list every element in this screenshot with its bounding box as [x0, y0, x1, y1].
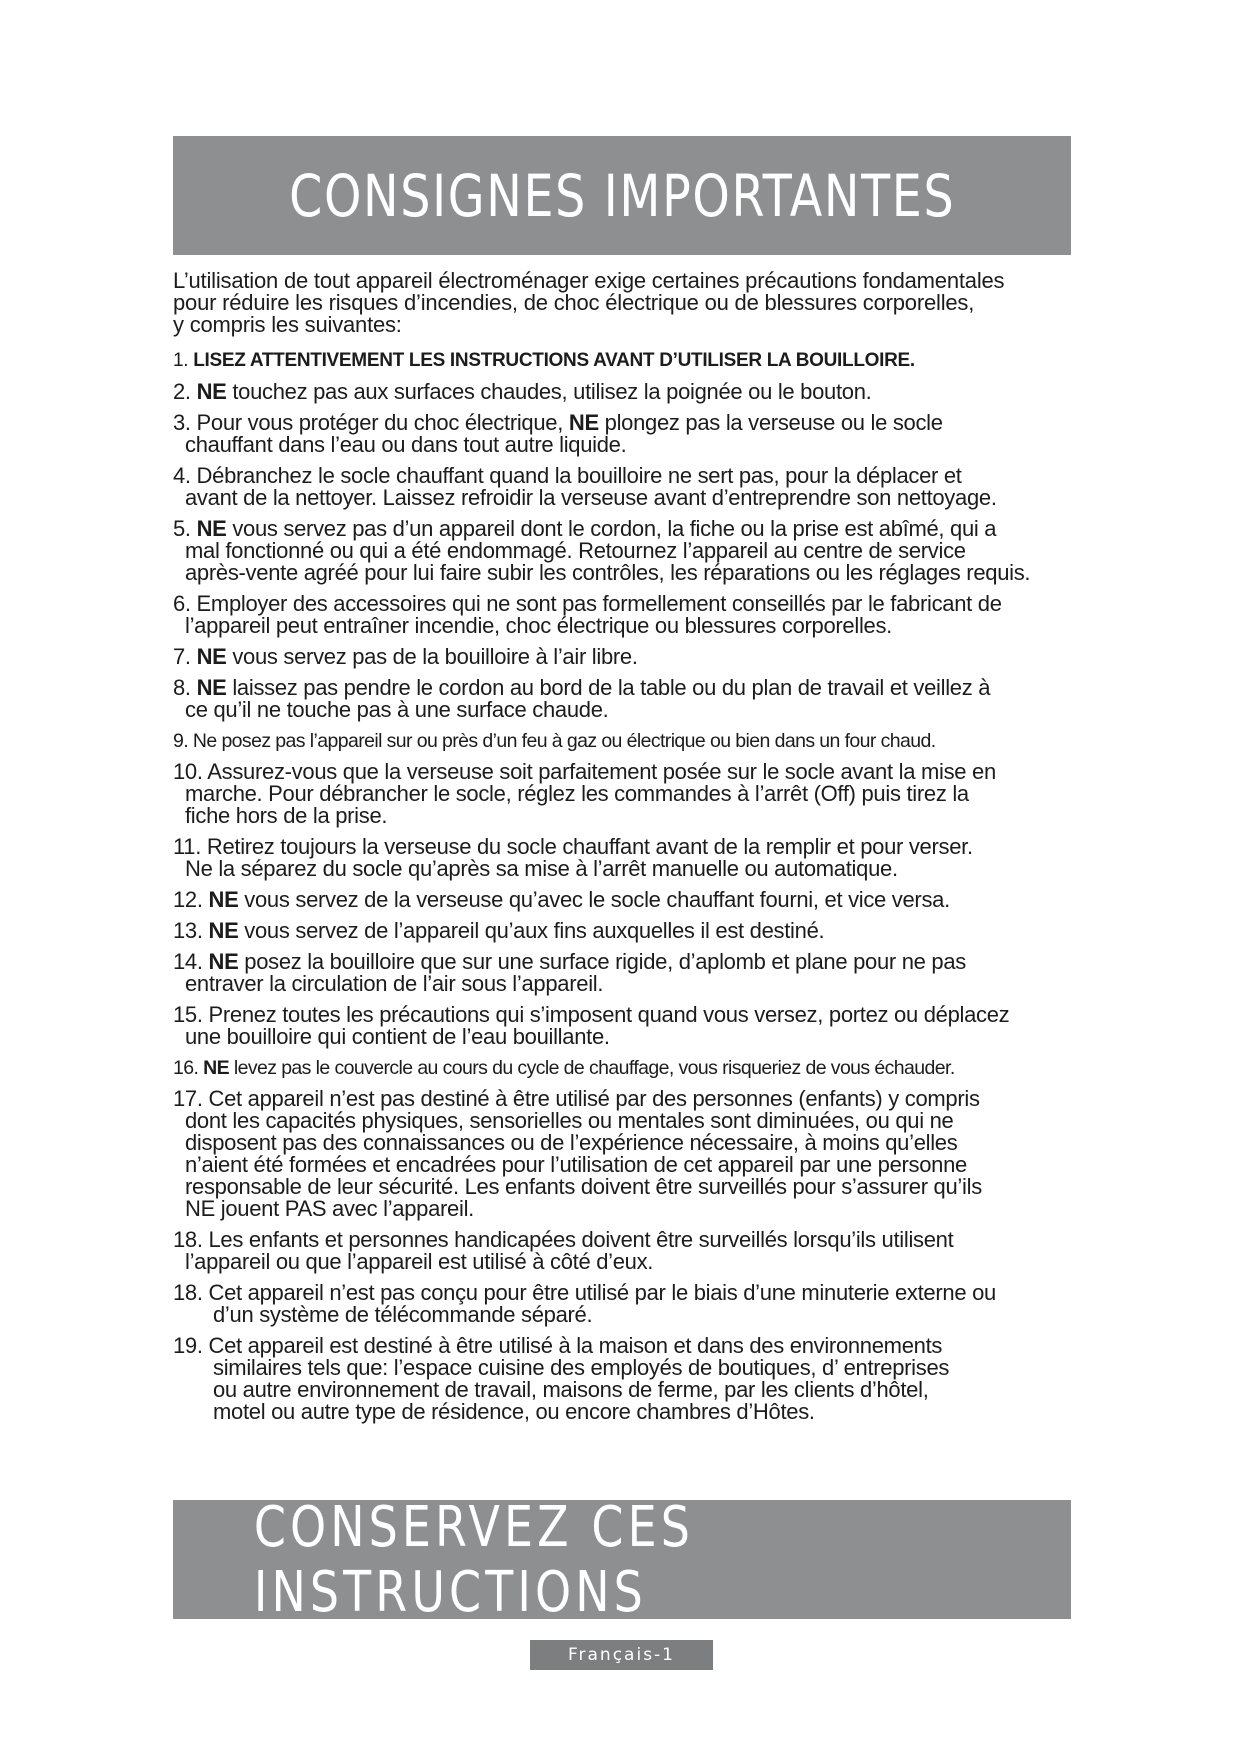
list-item-number: 11.: [173, 834, 202, 859]
page-title: CONSIGNES IMPORTANTES: [288, 161, 956, 230]
list-item-first-line: [173, 889, 1073, 911]
intro-line: y compris les suivantes:: [173, 312, 402, 337]
list-item: [173, 412, 1073, 456]
list-item-continuation: fiche hors de la prise.: [185, 803, 388, 828]
list-item-text: Employer des accessoires qui ne sont pas formellement conseillés par le fabricant de: [190, 591, 1002, 616]
list-item-text: vous servez de l’appareil qu’aux fins auxquelles il est destiné.: [238, 918, 825, 943]
list-item-first-line: [173, 677, 1073, 699]
list-item-number: 8.: [173, 675, 191, 700]
list-item-text: plongez pas la verseuse ou le socle: [598, 410, 943, 435]
list-item-number: 13.: [173, 918, 203, 943]
list-item-continuation: disposent pas des connaissances ou de l’expérience nécessaire, à moins qu’elles: [185, 1130, 958, 1155]
list-item: [173, 1229, 1073, 1273]
list-item-first-line: [173, 836, 1073, 858]
footer-title: CONSERVEZ CES INSTRUCTIONS: [253, 1494, 694, 1625]
list-item-text: Assurez-vous que la verseuse soit parfaitement posée sur le socle avant la mise en: [202, 759, 996, 784]
list-item-text: Ne posez pas l’appareil sur ou près d’un feu à gaz ou électrique ou bien dans un four chaud.: [188, 730, 936, 752]
list-item-number: 4.: [173, 463, 191, 488]
list-item: [173, 593, 1073, 637]
list-item-continuation: NE jouent PAS avec l’appareil.: [185, 1196, 474, 1221]
list-item-text: Cet appareil n’est pas conçu pour être utilisé par le biais d’une minuterie externe ou: [202, 1280, 996, 1305]
list-item-number: 5.: [173, 516, 191, 541]
list-item-first-line: [173, 412, 1073, 434]
list-item-continuation: ou autre environnement de travail, maisons de ferme, par les clients d’hôtel,: [213, 1377, 929, 1402]
list-item-first-line: [173, 1335, 1073, 1357]
header-banner: [173, 136, 1071, 255]
list-item-first-line: [173, 920, 1073, 942]
list-item: [173, 350, 1073, 372]
list-item-emphasis: NE: [196, 379, 227, 404]
list-item-number: 10.: [173, 759, 203, 784]
list-item-text: Les enfants et personnes handicapées doivent être surveillés lorsqu’ils utilisent: [202, 1227, 954, 1252]
list-item-emphasis: NE: [208, 918, 239, 943]
list-item-first-line: [173, 350, 1073, 372]
intro-paragraph: [173, 270, 1073, 336]
list-item-continuation: marche. Pour débrancher le socle, réglez les commandes à l’arrêt (Off) puis tirez la: [185, 781, 969, 806]
list-item-number: 12.: [173, 887, 203, 912]
list-item-first-line: [173, 730, 1073, 752]
list-item-text: vous servez de la verseuse qu’avec le socle chauffant fourni, et vice versa.: [238, 887, 950, 912]
page-number-tab: [530, 1640, 713, 1670]
list-item-number: 18.: [173, 1280, 203, 1305]
list-item-first-line: [173, 951, 1073, 973]
list-item-continuation: avant de la nettoyer. Laissez refroidir la verseuse avant d’entreprendre son nettoyage.: [185, 485, 997, 510]
list-item-number: 15.: [173, 1002, 203, 1027]
list-item: [173, 1057, 1073, 1079]
list-item-continuation: dont les capacités physiques, sensorielles ou mentales sont diminuées, ou qui ne: [185, 1108, 954, 1133]
list-item: [173, 1004, 1073, 1048]
list-item-number: 17.: [173, 1086, 203, 1111]
list-item-first-line: [173, 1057, 1073, 1079]
list-item-text: vous servez pas de la bouilloire à l’air libre.: [226, 644, 638, 669]
list-item-emphasis: NE: [196, 675, 227, 700]
list-item-first-line: [173, 646, 1073, 668]
list-item-first-line: [173, 1229, 1073, 1251]
list-item-emphasis: NE: [208, 887, 239, 912]
list-item: [173, 677, 1073, 721]
list-item: [173, 951, 1073, 995]
list-item-number: 6.: [173, 591, 191, 616]
page-label: Français-1: [567, 1645, 676, 1665]
list-item-first-line: [173, 593, 1073, 615]
list-item-first-line: [173, 381, 1073, 403]
list-item-number: 9.: [173, 730, 189, 752]
list-item-text: Retirez toujours la verseuse du socle chauffant avant de la remplir et pour verser.: [201, 834, 973, 859]
list-item-continuation: ce qu’il ne touche pas à une surface chaude.: [185, 697, 609, 722]
list-item: [173, 646, 1073, 668]
list-item-continuation: une bouilloire qui contient de l’eau bouillante.: [185, 1024, 610, 1049]
list-item-emphasis: NE: [208, 949, 239, 974]
list-item: [173, 920, 1073, 942]
list-item-number: 3.: [173, 410, 191, 435]
list-item-emphasis: NE: [196, 644, 227, 669]
list-item-continuation: mal fonctionné ou qui a été endommagé. Retournez l’appareil au centre de service: [185, 538, 966, 563]
list-item-text: Cet appareil n’est pas destiné à être utilisé par des personnes (enfants) y compris: [202, 1086, 980, 1111]
intro-line: L’utilisation de tout appareil électroménager exige certaines précautions fondamentales: [173, 268, 1005, 293]
list-item-text: laissez pas pendre le cordon au bord de la table ou du plan de travail et veillez à: [226, 675, 991, 700]
list-item-text: Prenez toutes les précautions qui s’imposent quand vous versez, portez ou déplacez: [202, 1002, 1010, 1027]
safety-list: [173, 350, 1073, 1432]
list-item-continuation: d’un système de télécommande séparé.: [213, 1302, 593, 1327]
list-item-text: levez pas le couvercle au cours du cycle de chauffage, vous risqueriez de vous échauder.: [229, 1057, 955, 1079]
footer-banner: [173, 1494, 1071, 1625]
list-item-continuation: l’appareil peut entraîner incendie, choc électrique ou blessures corporelles.: [185, 613, 892, 638]
list-item: [173, 465, 1073, 509]
list-item-first-line: [173, 1004, 1073, 1026]
list-item-first-line: [173, 1088, 1073, 1110]
list-item-continuation: motel ou autre type de résidence, ou encore chambres d’Hôtes.: [213, 1399, 815, 1424]
list-item-first-line: [173, 761, 1073, 783]
list-item-text: Pour vous protéger du choc électrique,: [190, 410, 569, 435]
list-item: [173, 836, 1073, 880]
list-item-continuation: entraver la circulation de l’air sous l’appareil.: [185, 971, 604, 996]
list-item: [173, 889, 1073, 911]
list-item-number: 19.: [173, 1333, 203, 1358]
list-item-text: vous servez pas d’un appareil dont le cordon, la fiche ou la prise est abîmé, qui a: [226, 516, 997, 541]
list-item-continuation: chauffant dans l’eau ou dans tout autre liquide.: [185, 432, 627, 457]
list-item-continuation: l’appareil ou que l’appareil est utilisé à côté d’eux.: [185, 1249, 654, 1274]
list-item: [173, 761, 1073, 827]
list-item-text: Cet appareil est destiné à être utilisé à la maison et dans des environnements: [202, 1333, 943, 1358]
list-item-continuation: Ne la séparez du socle qu’après sa mise à l’arrêt manuelle ou automatique.: [185, 856, 898, 881]
list-item: [173, 730, 1073, 752]
list-item: [173, 518, 1073, 584]
list-item: [173, 1335, 1073, 1423]
list-item-number: 18.: [173, 1227, 203, 1252]
list-item-number: 7.: [173, 644, 191, 669]
list-item-emphasis: LISEZ ATTENTIVEMENT LES INSTRUCTIONS AVANT D’UTILISER LA BOUILLOIRE.: [193, 350, 915, 371]
list-item: [173, 381, 1073, 403]
list-item-emphasis: NE: [568, 410, 599, 435]
list-item-continuation: responsable de leur sécurité. Les enfants doivent être surveillés pour s’assurer qu’ils: [185, 1174, 982, 1199]
list-item-first-line: [173, 465, 1073, 487]
list-item-number: 2.: [173, 379, 191, 404]
list-item-text: Débranchez le socle chauffant quand la bouilloire ne sert pas, pour la déplacer et: [190, 463, 962, 488]
intro-line: pour réduire les risques d’incendies, de choc électrique ou de blessures corporelles,: [173, 290, 975, 315]
list-item-emphasis: NE: [196, 516, 227, 541]
list-item-emphasis: NE: [203, 1057, 230, 1079]
list-item-continuation: similaires tels que: l’espace cuisine des employés de boutiques, d’ entreprises: [213, 1355, 950, 1380]
list-item-text: touchez pas aux surfaces chaudes, utilisez la poignée ou le bouton.: [226, 379, 872, 404]
list-item-number: 16.: [173, 1057, 199, 1079]
list-item-continuation: après-vente agréé pour lui faire subir les contrôles, les réparations ou les réglages requis.: [185, 560, 1031, 585]
list-item-first-line: [173, 518, 1073, 540]
list-item-continuation: n’aient été formées et encadrées pour l’utilisation de cet appareil par une personne: [185, 1152, 967, 1177]
list-item-text: posez la bouilloire que sur une surface rigide, d’aplomb et plane pour ne pas: [238, 949, 966, 974]
list-item: [173, 1088, 1073, 1220]
list-item-number: 14.: [173, 949, 203, 974]
list-item: [173, 1282, 1073, 1326]
list-item-number: 1.: [173, 350, 189, 371]
list-item-first-line: [173, 1282, 1073, 1304]
